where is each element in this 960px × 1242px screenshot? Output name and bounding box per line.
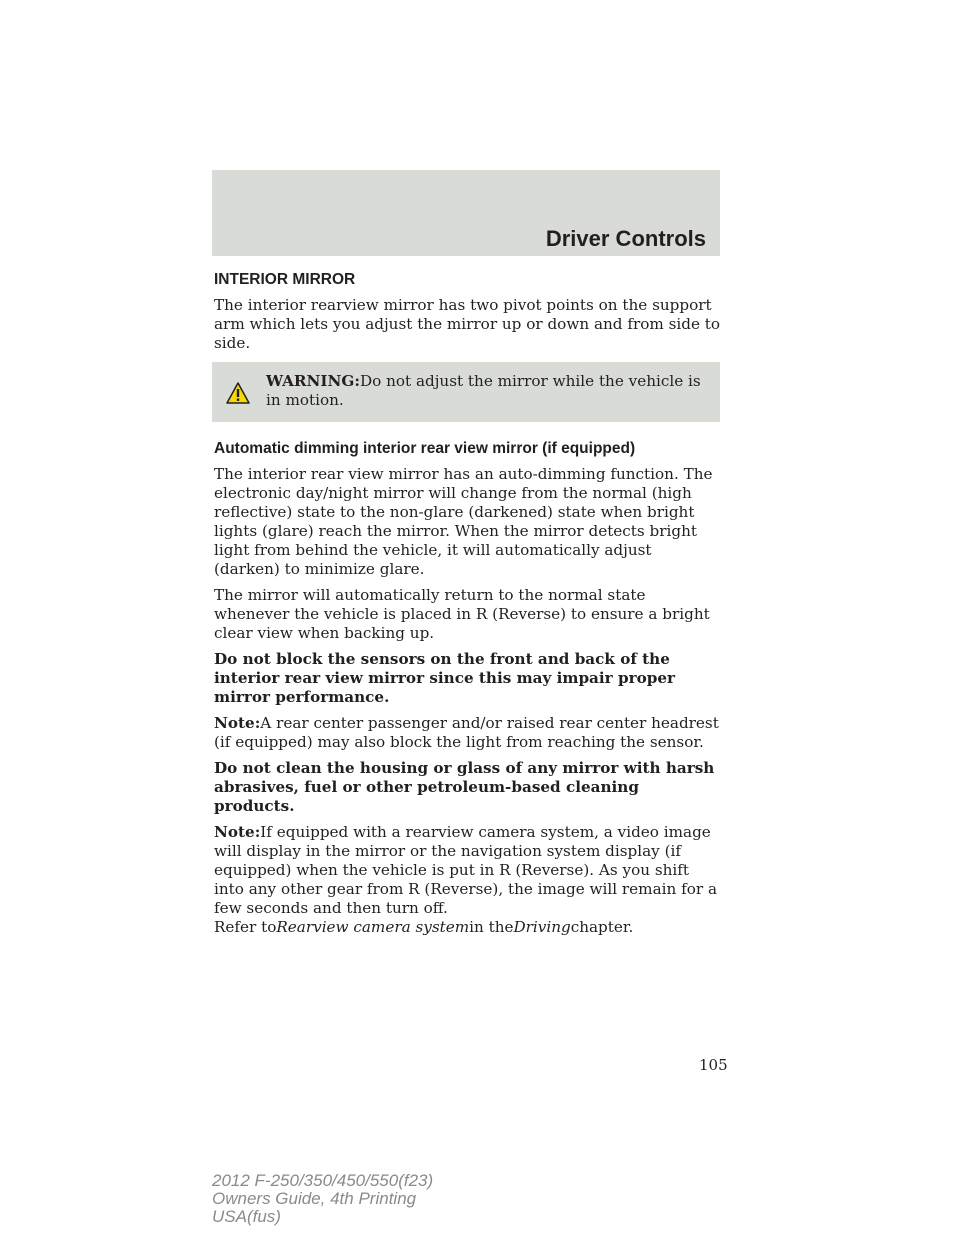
footer-line-3 [212, 1208, 433, 1226]
subsection-title: Automatic dimming interior rear view mirror (if equipped) [214, 440, 636, 457]
footer-region: USA [212, 1207, 247, 1226]
refer-prefix: Refer to [214, 918, 277, 936]
footer-model-code: (f23) [398, 1171, 434, 1190]
footer-line-1 [212, 1172, 433, 1190]
page-content [214, 270, 722, 944]
document-footer [212, 1172, 433, 1226]
note-label: Note: [214, 714, 261, 732]
chapter-header-band [212, 170, 720, 256]
footer-model: 2012 F-250/350/450/550 [212, 1171, 399, 1190]
footer-region-code: (fus) [246, 1207, 281, 1226]
paragraph-auto-dimming: The interior rear view mirror has an auto-dimming function. The electronic day/night mirror will change from the normal (high reflective) state to the non-glare (darkened) state when bright lights (glare) reach the mirror. When the mirror detects bright light from behind the vehicle, it will automatically adjust (darken) to minimize glare. [214, 465, 713, 578]
refer-mid: in the [469, 918, 514, 936]
refer-suffix: chapter. [570, 918, 634, 936]
bold-cleaning-caution: Do not clean the housing or glass of any mirror with harsh abrasives, fuel or other petroleum-based cleaning products. [214, 759, 715, 815]
note-text: A rear center passenger and/or raised rear center headrest (if equipped) may also block the light from reaching the sensor. [214, 714, 719, 751]
refer-chapter: Driving [513, 918, 571, 936]
section-intro: The interior rearview mirror has two pivot points on the support arm which lets you adjust the mirror up or down and from side to side. [214, 296, 721, 352]
warning-text-block [266, 372, 708, 410]
page-number: 105 [699, 1056, 728, 1074]
note-headrest [214, 714, 722, 752]
bold-sensor-caution: Do not block the sensors on the front and back of the interior rear view mirror since this may impair proper mirror performance. [214, 650, 675, 706]
chapter-title: Driver Controls [545, 226, 706, 251]
warning-text: Do not adjust the mirror while the vehicle is in motion. [266, 372, 701, 409]
note-camera [214, 823, 722, 937]
note-text: If equipped with a rearview camera system, a video image will display in the mirror or the navigation system display (if equipped) when the vehicle is put in R (Reverse). As you shift into any other gear from R (Reverse), the image will remain for a few seconds and then turn off. [214, 823, 717, 917]
paragraph-reverse: The mirror will automatically return to the normal state whenever the vehicle is placed in R (Reverse) to ensure a bright clear view when backing up. [214, 586, 710, 642]
note-label: Note: [214, 823, 261, 841]
section-title: INTERIOR MIRROR [214, 271, 356, 288]
footer-line-2: Owners Guide, 4th Printing [212, 1189, 417, 1208]
warning-label: WARNING: [266, 372, 360, 390]
warning-triangle-icon [226, 381, 250, 405]
refer-link: Rearview camera system [276, 918, 470, 936]
warning-box [212, 362, 720, 422]
